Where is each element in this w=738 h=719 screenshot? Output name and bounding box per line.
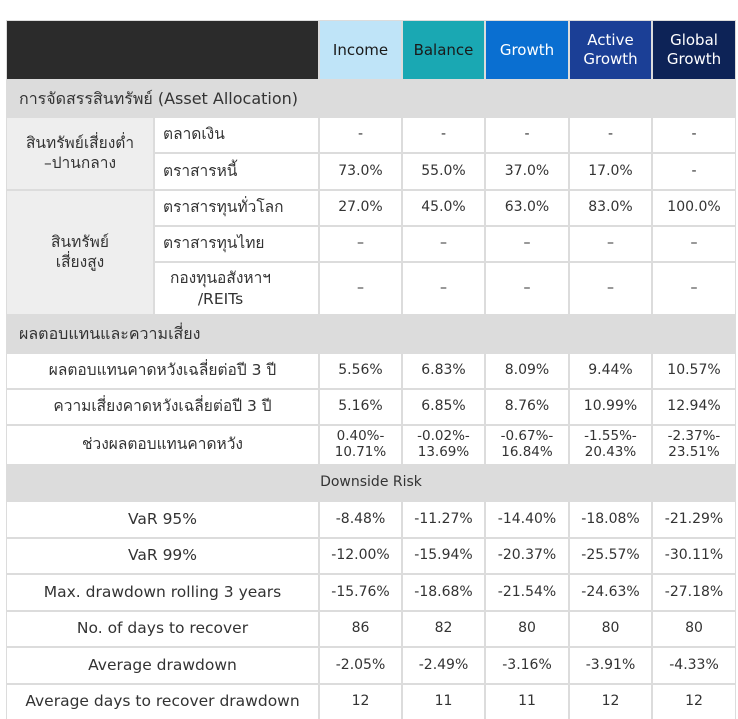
downside-cell: -25.57% (570, 539, 651, 573)
allocation-cell: – (570, 227, 651, 261)
downside-cell: -18.08% (570, 502, 651, 537)
allocation-row-label: ตราสารทุนไทย (155, 227, 318, 261)
downside-cell: 11 (403, 685, 484, 719)
allocation-cell: – (653, 227, 735, 261)
allocation-cell: – (320, 263, 401, 314)
return-risk-cell: 5.56% (320, 354, 401, 388)
downside-cell: 80 (486, 612, 568, 646)
allocation-cell: 55.0% (403, 154, 484, 189)
allocation-cell: - (653, 154, 735, 189)
allocation-cell: 100.0% (653, 191, 735, 225)
downside-cell: -20.37% (486, 539, 568, 573)
downside-cell: -2.49% (403, 648, 484, 683)
downside-cell: -2.05% (320, 648, 401, 683)
downside-cell: -12.00% (320, 539, 401, 573)
return-risk-row-label: ความเสี่ยงคาดหวังเฉลี่ยต่อปี 3 ปี (7, 390, 318, 424)
allocation-cell: – (570, 263, 651, 314)
allocation-cell: – (653, 263, 735, 314)
return-risk-cell: 0.40%- 10.71% (320, 426, 401, 464)
return-risk-cell: 8.09% (486, 354, 568, 388)
allocation-cell: – (486, 227, 568, 261)
section-return-risk-title: ผลตอบแทนและความเสี่ยง (7, 316, 735, 352)
downside-cell: 82 (403, 612, 484, 646)
return-risk-cell: 6.85% (403, 390, 484, 424)
return-risk-cell: -2.37%- 23.51% (653, 426, 735, 464)
allocation-cell: – (403, 227, 484, 261)
allocation-cell: 45.0% (403, 191, 484, 225)
downside-cell: 12 (570, 685, 651, 719)
downside-row-label: Max. drawdown rolling 3 years (7, 575, 318, 610)
downside-cell: 80 (570, 612, 651, 646)
return-risk-cell: -0.67%- 16.84% (486, 426, 568, 464)
downside-cell: -15.94% (403, 539, 484, 573)
allocation-cell: - (403, 118, 484, 152)
allocation-row-label: ตราสารหนี้ (155, 154, 318, 189)
return-risk-row-label: ผลตอบแทนคาดหวังเฉลี่ยต่อปี 3 ปี (7, 354, 318, 388)
downside-cell: -18.68% (403, 575, 484, 610)
allocation-cell: – (486, 263, 568, 314)
header-global-growth: Global Growth (653, 21, 735, 79)
downside-cell: 12 (320, 685, 401, 719)
return-risk-cell: 10.99% (570, 390, 651, 424)
return-risk-cell: -0.02%- 13.69% (403, 426, 484, 464)
downside-cell: 11 (486, 685, 568, 719)
downside-cell: -21.54% (486, 575, 568, 610)
downside-row-label: VaR 99% (7, 539, 318, 573)
return-risk-cell: 6.83% (403, 354, 484, 388)
downside-cell: -8.48% (320, 502, 401, 537)
downside-cell: -3.91% (570, 648, 651, 683)
downside-cell: -14.40% (486, 502, 568, 537)
section-downside-risk-title: Downside Risk (7, 466, 735, 500)
downside-cell: 80 (653, 612, 735, 646)
return-risk-cell: 10.57% (653, 354, 735, 388)
allocation-row-label: กองทุนอสังหาฯ /REITs (155, 263, 318, 314)
allocation-cell: 63.0% (486, 191, 568, 225)
section-asset-allocation-title: การจัดสรรสินทรัพย์ (Asset Allocation) (7, 81, 735, 116)
downside-cell: 86 (320, 612, 401, 646)
downside-cell: -30.11% (653, 539, 735, 573)
allocation-cell: 27.0% (320, 191, 401, 225)
downside-row-label: Average drawdown (7, 648, 318, 683)
downside-cell: -11.27% (403, 502, 484, 537)
allocation-cell: - (570, 118, 651, 152)
asset-allocation-table (7, 21, 729, 711)
header-corner (7, 21, 318, 79)
downside-cell: -21.29% (653, 502, 735, 537)
allocation-cell: 17.0% (570, 154, 651, 189)
header-balance: Balance (403, 21, 484, 79)
return-risk-cell: 8.76% (486, 390, 568, 424)
downside-cell: -15.76% (320, 575, 401, 610)
return-risk-cell: 9.44% (570, 354, 651, 388)
allocation-cell: 83.0% (570, 191, 651, 225)
downside-cell: -3.16% (486, 648, 568, 683)
return-risk-row-label: ช่วงผลตอบแทนคาดหวัง (7, 426, 318, 464)
allocation-cell: 37.0% (486, 154, 568, 189)
allocation-cell: - (486, 118, 568, 152)
allocation-cell: - (653, 118, 735, 152)
downside-cell: -4.33% (653, 648, 735, 683)
group-low-medium-risk-label: สินทรัพย์เสี่ยงต่ำ –ปานกลาง (7, 118, 153, 189)
allocation-cell: – (320, 227, 401, 261)
downside-row-label: Average days to recover drawdown (7, 685, 318, 719)
downside-row-label: No. of days to recover (7, 612, 318, 646)
downside-cell: 12 (653, 685, 735, 719)
group-high-risk-label: สินทรัพย์เสี่ยงสูง (7, 191, 153, 314)
header-income: Income (320, 21, 401, 79)
header-growth: Growth (486, 21, 568, 79)
return-risk-cell: 5.16% (320, 390, 401, 424)
return-risk-cell: 12.94% (653, 390, 735, 424)
downside-cell: -27.18% (653, 575, 735, 610)
downside-row-label: VaR 95% (7, 502, 318, 537)
allocation-row-label: ตลาดเงิน (155, 118, 318, 152)
allocation-row-label: ตราสารทุนทั่วโลก (155, 191, 318, 225)
downside-cell: -24.63% (570, 575, 651, 610)
return-risk-cell: -1.55%- 20.43% (570, 426, 651, 464)
allocation-cell: 73.0% (320, 154, 401, 189)
allocation-cell: - (320, 118, 401, 152)
allocation-cell: – (403, 263, 484, 314)
header-active-growth: Active Growth (570, 21, 651, 79)
